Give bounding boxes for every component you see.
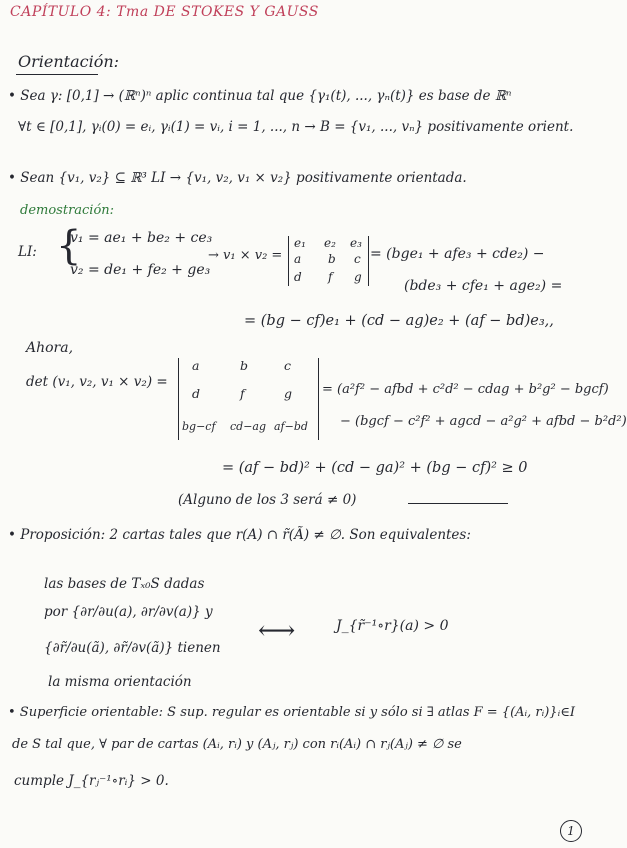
det-matrix-cell: c	[284, 358, 292, 373]
cross-matrix-cell: a	[294, 252, 302, 266]
bullet-positively-oriented: • Sean {v₁, v₂} ⊆ ℝ³ LI → {v₁, v₂, v₁ × v₂} positivamente orientada.	[8, 170, 467, 186]
cross-product-label: → v₁ × v₂ =	[208, 248, 283, 263]
ahora-label: Ahora,	[26, 340, 74, 356]
surface-definition-line3: cumple J_{rⱼ⁻¹∘rᵢ} > 0.	[14, 773, 169, 789]
det-expansion-2: − (bgcf − c²f² + agcd − a²g² + afbd − b²d²)	[340, 414, 627, 429]
demonstration-label: demostración:	[20, 203, 115, 218]
det-note: (Alguno de los 3 será ≠ 0)	[178, 492, 357, 508]
det-matrix-cell: d	[192, 386, 201, 401]
det-matrix-left-bar	[178, 358, 179, 440]
cross-matrix-cell: c	[354, 252, 361, 266]
note-arrow	[408, 503, 508, 504]
heading-underline	[16, 74, 98, 75]
bullet-orientation-line2: ∀t ∈ [0,1], γᵢ(0) = eᵢ, γᵢ(1) = vᵢ, i = 1, ..., n → B = {v₁, ..., vₙ} positivamente orient.	[18, 119, 574, 135]
cross-result-2: (bde₃ + cfe₁ + age₂) =	[404, 278, 563, 294]
system-equation-1: v₁ = ae₁ + be₂ + ce₃	[70, 230, 213, 246]
cross-matrix-cell: f	[328, 270, 333, 284]
system-brace: {	[56, 223, 82, 269]
surface-definition-line1: • Superficie orientable: S sup. regular es orientable si y sólo si ∃ atlas F = {(Aᵢ, rᵢ)}ᵢ∈I	[8, 705, 575, 720]
bullet-orientation-line1: • Sea γ: [0,1] → (ℝⁿ)ⁿ aplic continua tal que {γ₁(t), ..., γₙ(t)} es base de ℝⁿ	[8, 88, 512, 104]
prop-left-line: por {∂r/∂u(a), ∂r/∂v(a)} y	[44, 604, 213, 620]
chapter-title: CAPÍTULO 4: Tma DE STOKES Y GAUSS	[10, 4, 319, 20]
det-matrix-cell: g	[284, 386, 293, 401]
cross-matrix-right-bar	[368, 236, 369, 286]
det-matrix-cell: b	[240, 358, 249, 373]
proposition-statement: • Proposición: 2 cartas tales que r(A) ∩ r̃(Ã) ≠ ∅. Son equivalentes:	[8, 527, 471, 543]
det-matrix-cell: af−bd	[274, 420, 308, 433]
det-label: det (v₁, v₂, v₁ × v₂) =	[26, 374, 168, 390]
det-matrix-cell: f	[240, 386, 245, 401]
cross-matrix-cell: b	[328, 252, 336, 266]
cross-matrix-cell: g	[354, 270, 362, 284]
prop-left-line: {∂r̃/∂u(ã), ∂r̃/∂v(ã)} tienen	[44, 640, 221, 656]
cross-matrix-cell: e₂	[324, 236, 336, 250]
det-matrix-cell: cd−ag	[230, 420, 267, 433]
equivalence-arrow: ⟷	[258, 616, 296, 646]
det-expansion-1: = (a²f² − afbd + c²d² − cdag + b²g² − bgcf)	[322, 382, 609, 397]
det-matrix-cell: bg−cf	[182, 420, 216, 433]
cross-result-1: = (bge₁ + afe₃ + cde₂) −	[370, 246, 545, 262]
det-matrix-right-bar	[318, 358, 319, 440]
prop-left-line: las bases de Tₓ₀S dadas	[44, 576, 205, 592]
cross-matrix-cell: d	[294, 270, 302, 284]
cross-result-3: = (bg − cf)e₁ + (cd − ag)e₂ + (af − bd)e₃,,	[244, 313, 554, 329]
section-heading: Orientación:	[18, 52, 120, 71]
cross-matrix-cell: e₃	[350, 236, 362, 250]
page-number: 1	[560, 820, 582, 842]
jacobian-condition: J_{r̃⁻¹∘r}(a) > 0	[336, 618, 449, 634]
det-matrix-cell: a	[192, 358, 200, 373]
li-label: LI:	[18, 244, 37, 260]
system-equation-2: v₂ = de₁ + fe₂ + ge₃	[70, 262, 211, 278]
cross-matrix-cell: e₁	[294, 236, 306, 250]
det-result: = (af − bd)² + (cd − ga)² + (bg − cf)² ≥ 0	[222, 460, 528, 476]
prop-left-line: la misma orientación	[48, 674, 192, 690]
surface-definition-line2: de S tal que, ∀ par de cartas (Aᵢ, rᵢ) y (Aⱼ, rⱼ) con rᵢ(Aᵢ) ∩ rⱼ(Aⱼ) ≠ ∅ se	[12, 737, 462, 752]
cross-matrix-left-bar	[288, 236, 289, 286]
